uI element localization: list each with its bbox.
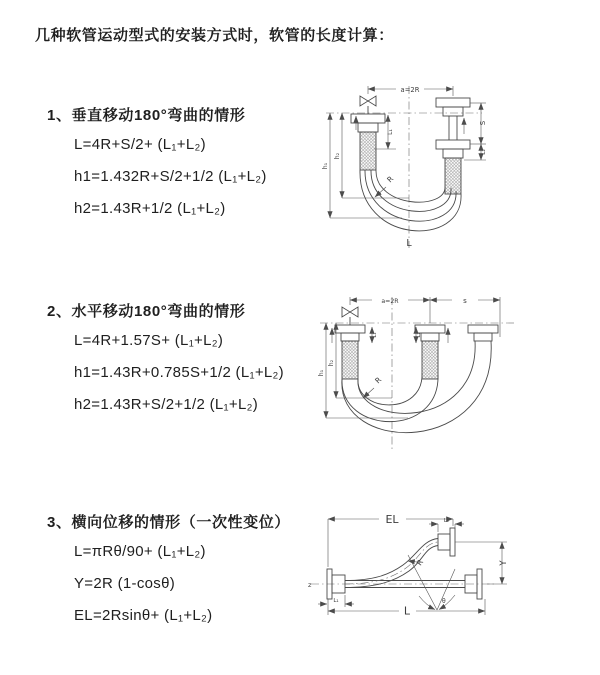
diagram-1-svg [312,70,570,270]
dim-l2 [464,144,487,160]
radius-callout [363,375,383,398]
dim-l2 [429,518,464,532]
dim-h1-label: h₁ [322,162,329,170]
dim-l-label: L [403,604,411,618]
valve-icon [360,96,376,114]
diagram-2-svg [312,283,592,461]
right-braided-hose [445,158,461,194]
upper-right-flange [438,528,455,556]
dim-span-label: a=2R [400,85,420,94]
left-flange [335,325,365,341]
dim-l1-label: L₁ [387,129,394,135]
section-2-formula-h2: h2=1.43R+S/2+1/2 (L₁+L₂) [74,396,259,413]
dim-h1 [318,323,408,418]
dim-s-label: S [479,120,487,126]
section-3-formula-y: Y=2R (1-cosθ) [74,575,176,592]
diagram-3-svg [305,503,597,653]
radius-label: R [373,375,384,386]
section-1-formula-l: L=4R+S/2+ (L₁+L₂) [74,136,206,153]
section-1-formula-h1: h1=1.432R+S/2+1/2 (L₁+L₂) [74,168,267,185]
dim-h1-label: h₁ [318,369,325,377]
section-2-heading: 2、水平移动180°弯曲的情形 [47,303,246,320]
section-3-heading: 3、横向位移的情形（一次性变位） [47,514,290,531]
dim-l2-label: L₂ [480,149,487,155]
diagram-vertical-180-bend [312,70,570,270]
dim-l2-label: L₂ [416,332,422,338]
dim-travel-s [470,103,487,144]
radius-label: R [414,557,426,568]
section-2-formula-h1: h1=1.43R+0.785S+1/2 (L₁+L₂) [74,364,284,381]
section-2-formula-l: L=4R+1.57S+ (L₁+L₂) [74,332,224,349]
dim-el [328,513,453,567]
section-3-formula-el: EL=2Rsinθ+ (L₁+L₂) [74,607,213,624]
dim-l1 [318,595,354,607]
diagram-horizontal-180-bend [312,283,592,461]
dim-l2-label: L₂ [443,518,450,524]
straight-hose-original-position [345,569,482,599]
middle-braided-hose [422,341,438,379]
radius-label: R [385,174,396,185]
right-pipe [449,116,457,140]
dim-travel-s [430,297,500,337]
dim-span-label: a=2R [381,297,399,305]
section-1-heading: 1、垂直移动180°弯曲的情形 [47,107,246,124]
right-flange-upper [436,98,470,116]
dim-el-label: EL [385,512,399,526]
dim-h2 [328,323,392,398]
section-3-formula-l: L=πRθ/90+ (L₁+L₂) [74,543,206,560]
movement-arrows [356,116,464,134]
length-label: L [406,238,412,249]
axis-break-mark: z [308,581,312,589]
right-flange [468,325,498,341]
dim-span [350,297,430,323]
left-braided-hose [360,132,376,170]
dim-l1 [372,327,378,343]
dim-span [368,86,453,96]
right-flange-lower [436,140,470,158]
hose-u-arcs [342,341,491,433]
dim-l [328,599,485,618]
page-title: 几种软管运动型式的安装方式时，软管的长度计算： [35,27,394,44]
angle-theta-label: θ [442,598,446,605]
dim-l1-label: L₁ [333,598,339,604]
dim-l1-label: L₁ [372,332,378,338]
section-1-formula-h2: h2=1.43R+1/2 (L₁+L₂) [74,200,226,217]
diagram-lateral-displacement [305,503,597,653]
dim-y-label: Y [499,560,509,566]
left-braided-hose [342,341,358,379]
dim-s-label: s [463,296,467,305]
dim-h2-label: h₂ [334,152,341,160]
dim-h2-label: h₂ [328,359,335,367]
valve-icon [342,307,358,325]
